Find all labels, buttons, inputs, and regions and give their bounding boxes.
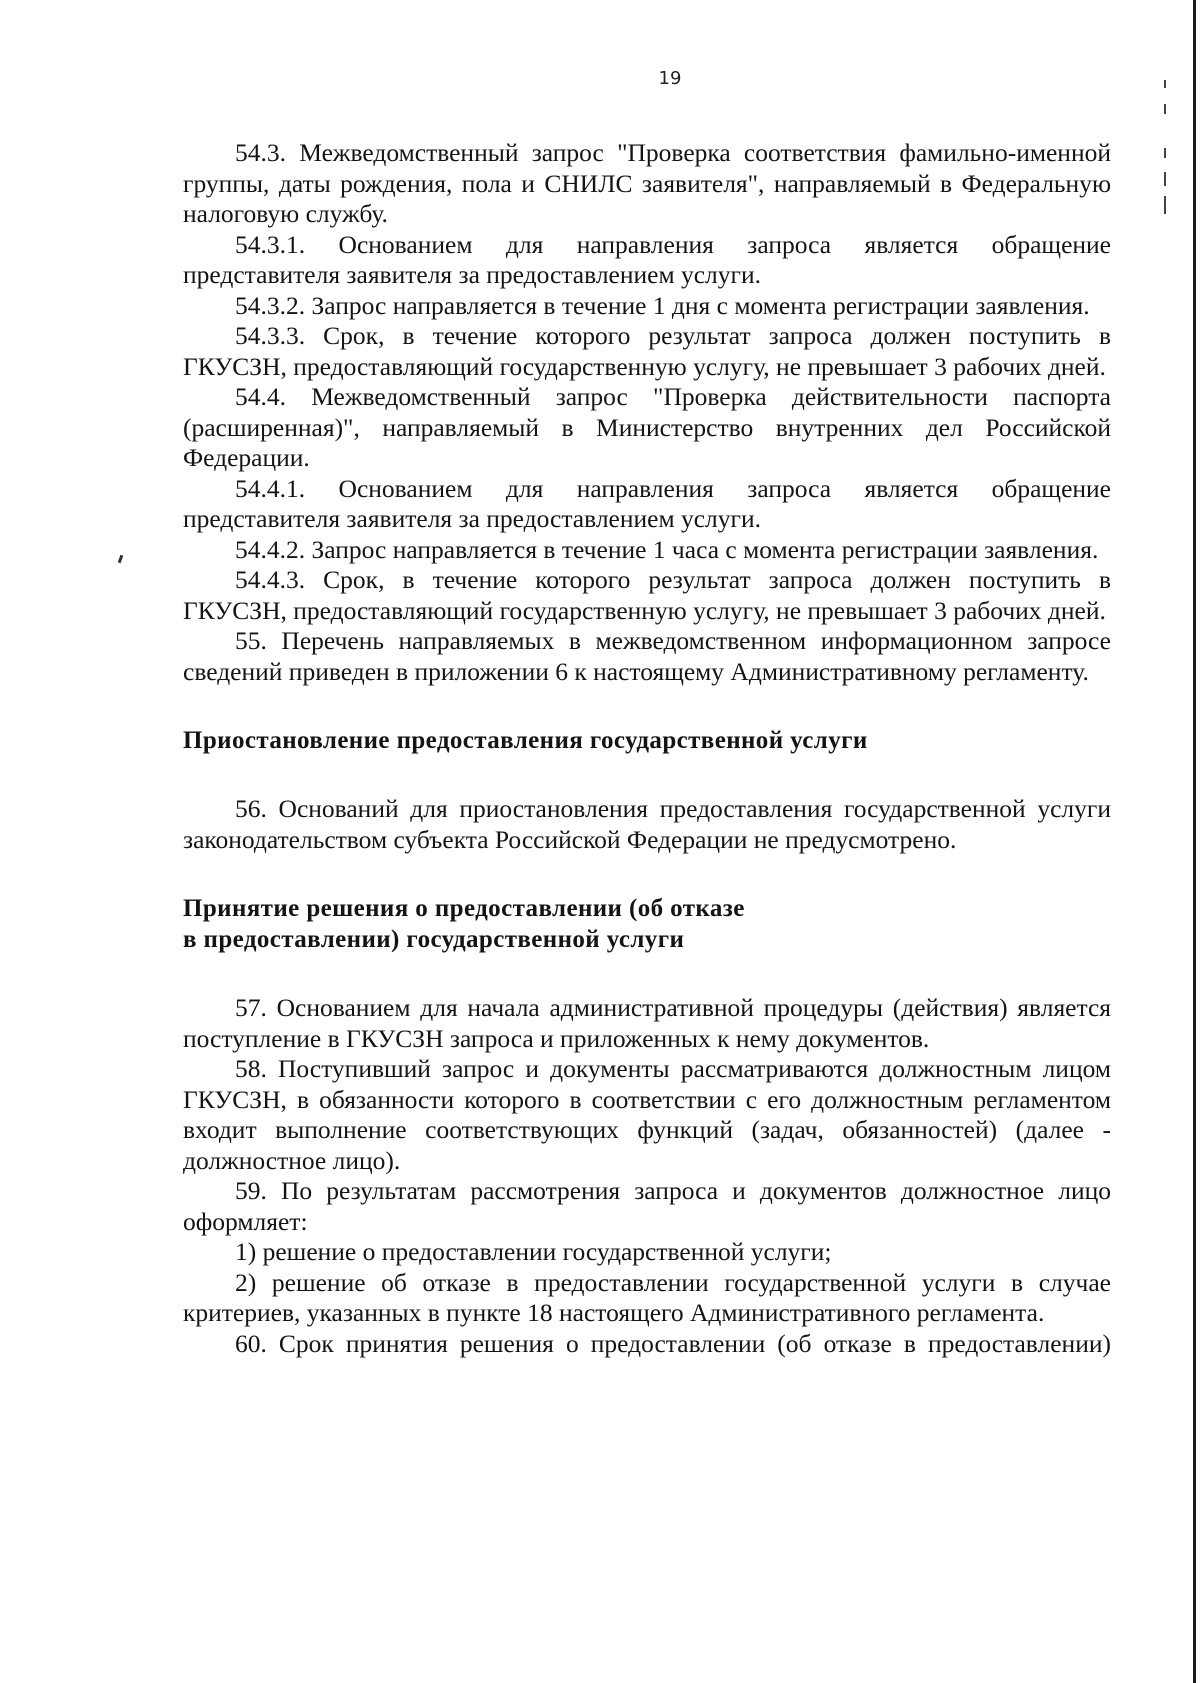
section-heading-suspension: Приостановление предоставления государственной услуги (183, 727, 868, 754)
scan-stray-mark (118, 555, 124, 564)
paragraph-54-3-3: 54.3.3. Срок, в течение которого результат запроса должен поступить в ГКУСЗН, предоставляющий государственную услугу, не превышает 3 рабочих дней. (183, 321, 1111, 381)
paragraph-54-3: 54.3. Межведомственный запрос "Проверка соответствия фамильно-именной группы, даты рождения, пола и СНИЛС заявителя", направляемый в Федеральную налоговую службу. (183, 138, 1111, 228)
document-body (183, 138, 1111, 1359)
scan-edge-line (1193, 0, 1196, 1683)
section-heading-decision (183, 893, 1111, 955)
paragraph-57: 57. Основанием для начала административной процедуры (действия) является поступление в ГКУСЗН запроса и приложенных к нему документов. (183, 993, 1111, 1053)
paragraph-54-4-2: 54.4.2. Запрос направляется в течение 1 часа с момента регистрации заявления. (235, 534, 1099, 564)
paragraph-55: 55. Перечень направляемых в межведомственном информационном запросе сведений приведен в приложении 6 к настоящему Административному регламенту. (183, 626, 1111, 686)
paragraph-54-4: 54.4. Межведомственный запрос "Проверка действительности паспорта (расширенная)", направляемый в Министерство внутренних дел Российской Федерации. (183, 382, 1111, 472)
paragraph-60: 60. Срок принятия решения о предоставлении (об отказе в предоставлении) (235, 1328, 1111, 1358)
paragraph-56: 56. Оснований для приостановления предоставления государственной услуги законодательством субъекта Российской Федерации не предусмотрено. (183, 794, 1111, 854)
paragraph-59-item-1: 1) решение о предоставлении государственной услуги; (235, 1237, 832, 1266)
section-heading-decision-line-2: в предоставлении) государственной услуги (183, 926, 685, 953)
scan-edge-mark (1164, 172, 1166, 186)
paragraph-58: 58. Поступивший запрос и документы рассматриваются должностным лицом ГКУСЗН, в обязанности которого в соответствии с его должностным регламентом входит выполнение соответствующих функций (задач, обязанностей) (далее - должностное лицо). (183, 1054, 1111, 1175)
paragraph-54-3-1: 54.3.1. Основанием для направления запроса является обращение представителя заявителя за предоставлением услуги. (183, 229, 1111, 289)
scan-edge-mark (1164, 104, 1166, 114)
section-heading-decision-line-1: Принятие решения о предоставлении (об отказе (183, 895, 745, 922)
scan-edge-mark (1164, 80, 1166, 88)
scan-edge-mark (1164, 196, 1166, 214)
paragraph-54-4-1: 54.4.1. Основанием для направления запроса является обращение представителя заявителя за предоставлением услуги. (183, 473, 1111, 533)
scan-edge-mark (1164, 148, 1166, 158)
paragraph-54-3-2: 54.3.2. Запрос направляется в течение 1 дня с момента регистрации заявления. (235, 290, 1090, 320)
paragraph-54-4-3: 54.4.3. Срок, в течение которого результат запроса должен поступить в ГКУСЗН, предоставляющий государственную услугу, не превышает 3 рабочих дней. (183, 565, 1111, 625)
paragraph-59-item-2: 2) решение об отказе в предоставлении государственной услуги в случае критериев, указанных в пункте 18 настоящего Административного регламента. (183, 1267, 1111, 1327)
page-number: 19 (658, 68, 682, 89)
paragraph-59: 59. По результатам рассмотрения запроса и документов должностное лицо оформляет: (183, 1176, 1111, 1236)
